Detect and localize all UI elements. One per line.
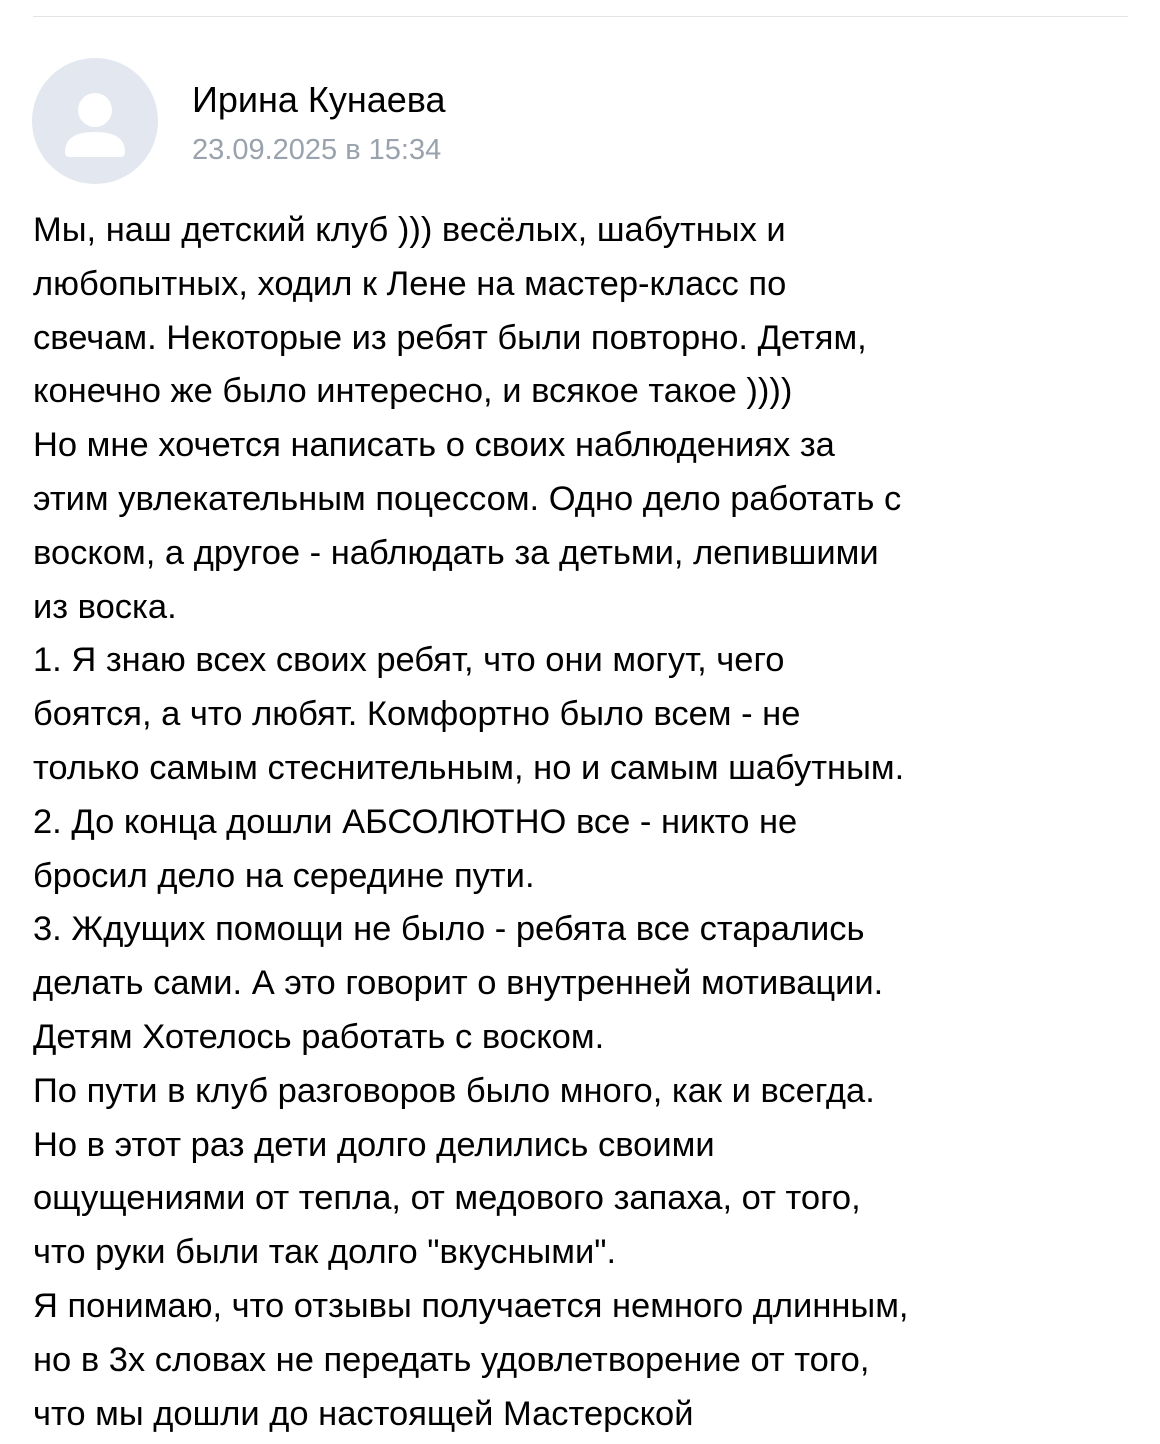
review-text-line: 2. До конца дошли АБСОЛЮТНО все - никто не [33, 802, 798, 841]
review-text [33, 204, 1133, 1441]
review-text-line: Но мне хочется написать о своих наблюдениях за [33, 426, 835, 465]
review-text-line: Детям Хотелось работать с воском. [33, 1017, 605, 1056]
person-placeholder-icon [32, 58, 158, 184]
review-text-line: что руки были так долго "вкусными". [33, 1233, 617, 1272]
top-divider [33, 16, 1128, 17]
review-text-line: конечно же было интересно, и всякое такое )))) [33, 372, 793, 411]
review-text-line: что мы дошли до настоящей Мастерской [33, 1394, 694, 1433]
review-text-line: Я понимаю, что отзывы получается немного длинным, [33, 1286, 909, 1325]
avatar[interactable] [32, 58, 158, 184]
review-text-line: 3. Ждущих помощи не было - ребята все старались [33, 910, 865, 949]
review-text-line: но в 3х словах не передать удовлетворение от того, [33, 1340, 870, 1379]
author-name[interactable]: Ирина Кунаева [192, 79, 446, 120]
review-text-line: только самым стеснительным, но и самым шабутным. [33, 748, 905, 787]
review-text-line: бросил дело на середине пути. [33, 856, 535, 895]
review-text-line: свечам. Некоторые из ребят были повторно. Детям, [33, 318, 867, 357]
review-text-line: любопытных, ходил к Лене на мастер-класс по [33, 264, 787, 303]
review-text-line: ощущениями от тепла, от медового запаха, от того, [33, 1179, 861, 1218]
review-text-line: Мы, наш детский клуб ))) весёлых, шабутных и [33, 211, 786, 249]
review-timestamp: 23.09.2025 в 15:34 [192, 134, 442, 166]
review-text-line: воском, а другое - наблюдать за детьми, лепившими [33, 533, 879, 572]
review-text-line: из воска. [33, 587, 177, 626]
review-text-line: делать сами. А это говорит о внутренней мотивации. [33, 964, 884, 1003]
review-text-line: 1. Я знаю всех своих ребят, что они могут, чего [33, 641, 785, 680]
review-text-line: По пути в клуб разговоров было много, как и всегда. [33, 1071, 875, 1110]
review-text-line: боятся, а что любят. Комфортно было всем - не [33, 695, 801, 734]
review-text-line: Но в этот раз дети долго делились своими [33, 1125, 715, 1164]
review-text-line: этим увлекательным поцессом. Одно дело работать с [33, 479, 902, 518]
